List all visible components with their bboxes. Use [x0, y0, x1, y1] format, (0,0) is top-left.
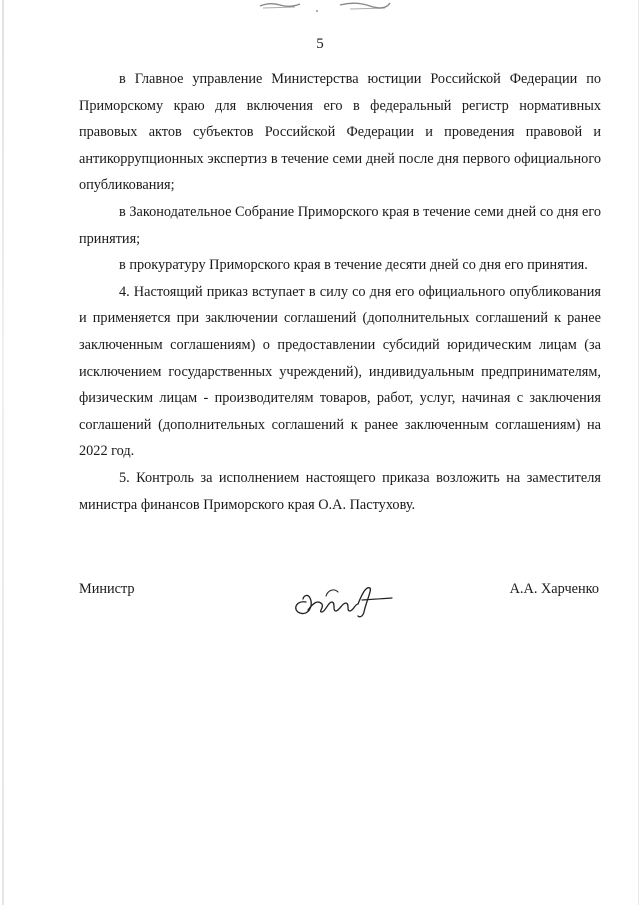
paragraph-item-4: 4. Настоящий приказ вступает в силу со дня его официального опубликования и применяется при заключении соглашений (дополнительных соглашений к ранее заключенным соглашениям) о предоставлении субсидий юридическим лицам (за исключением государственных учреждений), индивидуальным предпринимателям, физическим лицам - производителям товаров, работ, услуг, начиная с заключения соглашений (дополнительных соглашений к ранее заключенным соглашениям) на 2022 год.: [79, 283, 601, 460]
paragraph-prosecutor: в прокуратуру Приморского края в течение десяти дней со дня его принятия.: [119, 257, 588, 274]
page-number: 5: [316, 36, 324, 52]
document-body: [79, 66, 601, 518]
paragraph-justice-ministry: в Главное управление Министерства юстиции Российской Федерации по Приморскому краю для включения его в федеральный регистр нормативных правовых актов субъектов Российской Федерации и проведения правовой и антикоррупционных экспертиз в течение семи дней после дня первого официального опубликования;: [79, 71, 601, 194]
signatory-name: А.А. Харченко: [509, 581, 599, 597]
scan-edge-right: [638, 0, 639, 905]
paragraph-item-5: 5. Контроль за исполнением настоящего приказа возложить на заместителя министра финансов Приморского края О.А. Пастухову.: [79, 469, 601, 513]
scan-edge-left: [2, 0, 4, 905]
scan-artifact-marks: [255, 0, 395, 14]
paragraph-legislative-assembly: в Законодательное Собрание Приморского края в течение семи дней со дня его принятия;: [79, 203, 601, 247]
handwritten-signature: [288, 580, 398, 620]
signatory-role: Министр: [79, 581, 135, 597]
